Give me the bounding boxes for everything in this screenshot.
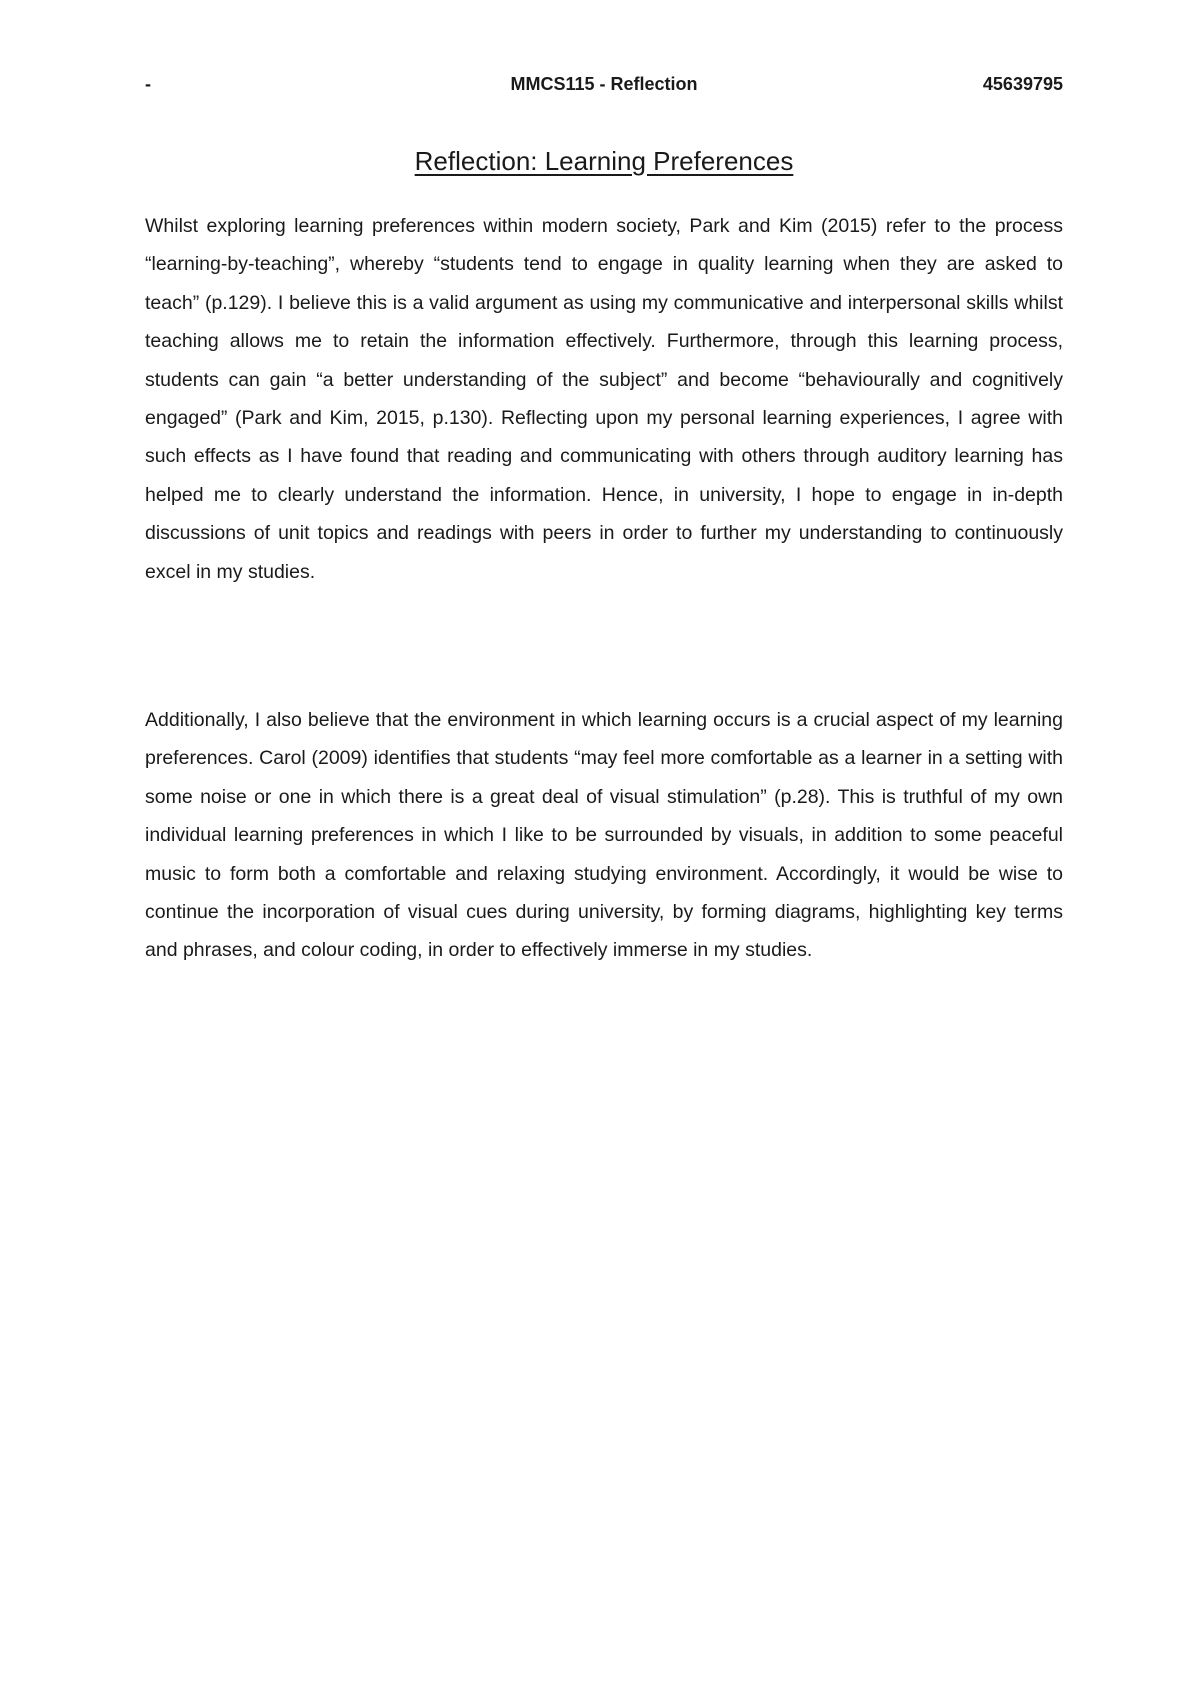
header-student-id: 45639795	[982, 74, 1063, 94]
header-course-title: MMCS115 - Reflection	[510, 74, 698, 94]
body-paragraph-2: Additionally, I also believe that the environment in which learning occurs is a crucial aspect of my learning preferences. Carol (2009) identifies that students “may feel more comfortable as a learner in a setting with some noise or one in which there is a great deal of visual stimulation” (p.28). This is truthful of my own individual learning preferences in which I like to be surrounded by visuals, in addition to some peaceful music to form both a comfortable and relaxing studying environment. Accordingly, it would be wise to continue the incorporation of visual cues during university, by forming diagrams, highlighting key terms and phrases, and colour coding, in order to effectively immerse in my studies.	[145, 709, 1063, 962]
body-paragraph-1: Whilst exploring learning preferences within modern society, Park and Kim (2015) refer to the process “learning-by-teaching”, whereby “students tend to engage in quality learning when they are asked to teach” (p.129). I believe this is a valid argument as using my communicative and interpersonal skills whilst teaching allows me to retain the information effectively. Furthermore, through this learning process, students can gain “a better understanding of the subject” and become “behaviourally and cognitively engaged” (Park and Kim, 2015, p.130). Reflecting upon my personal learning experiences, I agree with such effects as I have found that reading and communicating with others through auditory learning has helped me to clearly understand the information. Hence, in university, I hope to engage in in-depth discussions of unit topics and readings with peers in order to further my understanding to continuously excel in my studies.	[145, 215, 1063, 583]
document-title: Reflection: Learning Preferences	[414, 146, 794, 176]
header-left-marker: -	[145, 74, 151, 94]
page-header	[145, 74, 1063, 100]
